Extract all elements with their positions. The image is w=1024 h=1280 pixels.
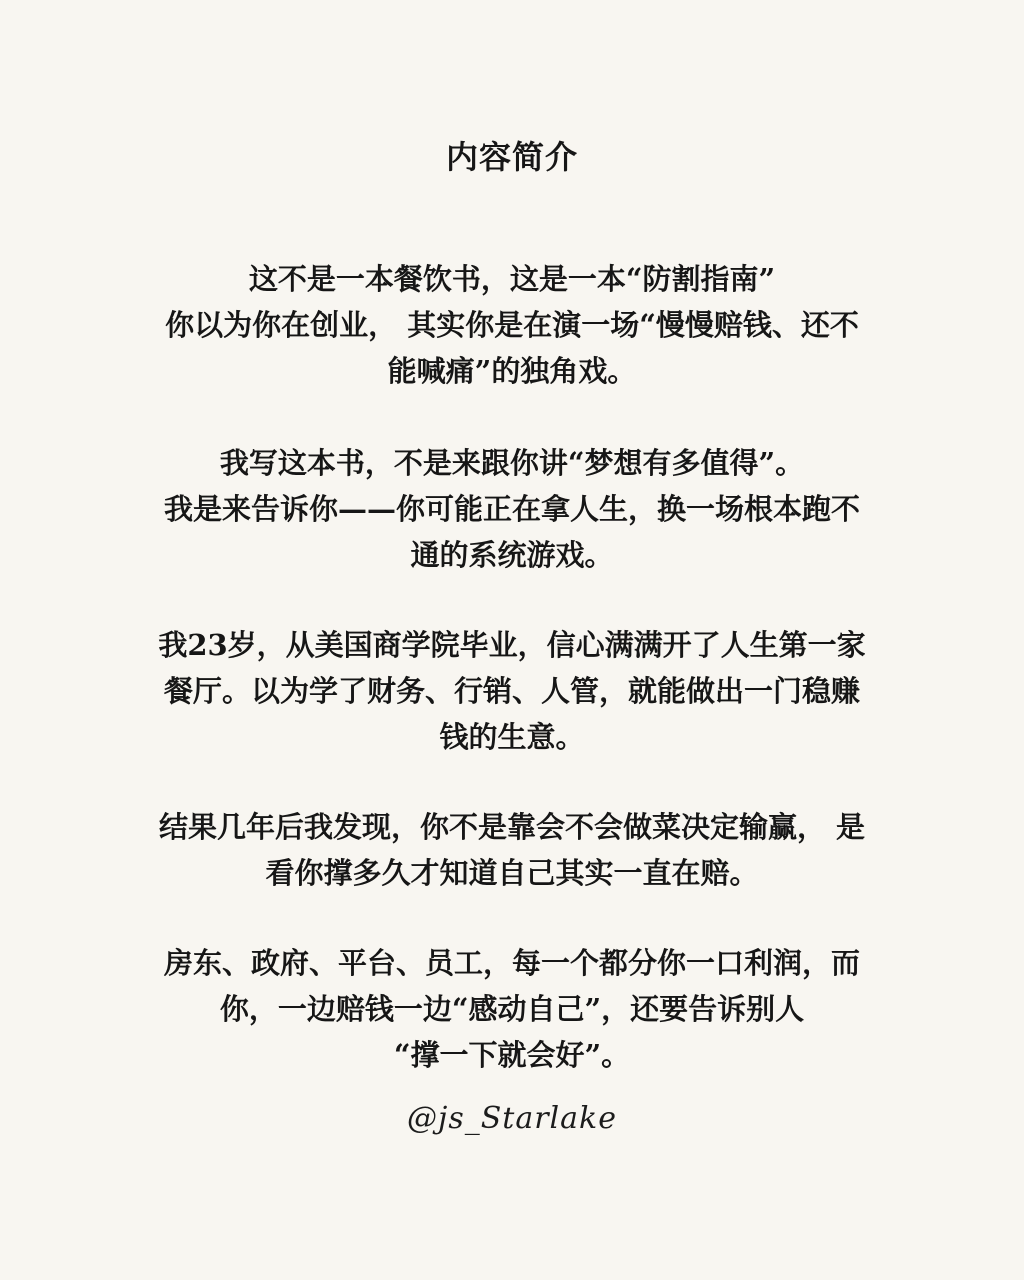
paragraph-line: 我23岁，从美国商学院毕业，信心满满开了人生第一家 (158, 628, 866, 662)
paragraph-line: 结果几年后我发现，你不是靠会不会做菜决定输赢， 是 (158, 810, 866, 844)
paragraph-line: 钱的生意。 (439, 720, 585, 754)
paragraph-line: 这不是一本餐饮书，这是一本“防割指南” (248, 262, 776, 296)
paragraph-line: 你以为你在创业， 其实你是在演一场“慢慢赔钱、还不 (165, 308, 859, 342)
paragraph-line: 能喊痛”的独角戏。 (387, 354, 637, 388)
paragraph-2 (100, 440, 924, 578)
paragraph-line: 房东、政府、平台、员工，每一个都分你一口利润，而 (163, 946, 860, 980)
paragraph-line: 通的系统游戏。 (410, 538, 614, 572)
paragraph-line: 看你撑多久才知道自己其实一直在赔。 (265, 856, 759, 890)
paragraph-3 (100, 622, 924, 760)
paragraph-1 (100, 256, 924, 394)
author-signature: @js_Starlake (407, 1101, 617, 1136)
paragraph-4 (100, 804, 924, 896)
paragraph-5 (100, 940, 924, 1078)
paragraph-line: 餐厅。以为学了财务、行销、人管，就能做出一门稳赚 (163, 674, 860, 708)
paragraph-line: 我是来告诉你——你可能正在拿人生，换一场根本跑不 (163, 492, 860, 526)
paragraph-line: 你，一边赔钱一边“感动自己”，还要告诉别人 (219, 992, 805, 1026)
page-title: 内容简介 (445, 138, 578, 176)
paragraph-line: “撑一下就会好”。 (393, 1038, 631, 1072)
paragraph-line: 我写这本书，不是来跟你讲“梦想有多值得”。 (219, 446, 805, 480)
